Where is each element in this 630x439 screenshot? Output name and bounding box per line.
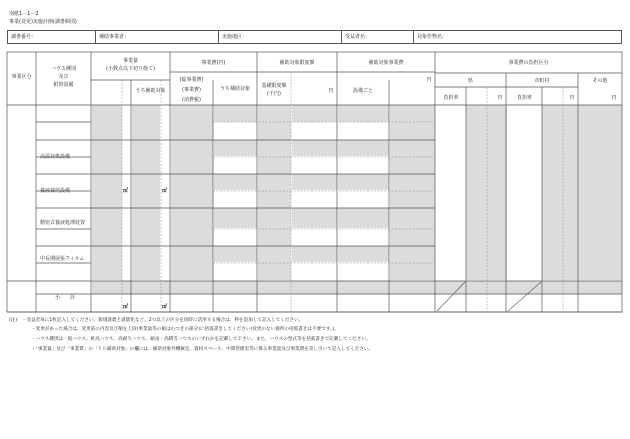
burden-pref-rate: 負担率 xyxy=(443,95,459,101)
subtotal-unit-sub: ㎡ xyxy=(162,304,168,310)
note-3: ・ハウス種別は一般ハウス、軒高ハウス、高耐久ハウス、耐雨・高積雪ハウスのいずれかを記載して下さい。また、ハウスの型式等を括弧書きで記載してください。 xyxy=(31,337,371,342)
col-eligible-unit: 円 xyxy=(426,77,432,83)
row-label-film: 中長期展張フィルム xyxy=(40,256,85,262)
col-eligible: 補助対象事業費 xyxy=(368,60,404,66)
unit-m2-sub: ㎡ xyxy=(162,188,168,194)
survey-no-field[interactable]: 調書番号： xyxy=(11,34,37,40)
col-house-2: 及び xyxy=(58,74,69,80)
col-scale-1: 事業量 xyxy=(122,58,138,64)
burden-other: その他 xyxy=(592,78,608,84)
note-1: (注) ・受益者毎に1枚記入してください。新規就農と就農化など、2つ以上の区分を同時に活用する場合は、枠を追加して記入してください。 xyxy=(9,318,304,323)
burden-city: 市町村 xyxy=(534,78,550,84)
burden-pref: 県 xyxy=(467,78,473,84)
col-cost-sub: うち補助対象 xyxy=(219,86,250,92)
doc-ref: 別紙1－1－2 xyxy=(9,11,39,17)
beneficiary-field[interactable]: 受益者名： xyxy=(341,31,417,43)
subtotal-unit-scale: ㎡ xyxy=(123,304,129,310)
subtotal-label: 小 計 xyxy=(54,295,75,301)
col-limit-base-1: 基礎限度額 xyxy=(261,83,287,89)
area-field[interactable]: 実施地区： xyxy=(218,31,342,43)
implementer-field[interactable]: 補助事業者： xyxy=(95,31,219,43)
col-house-1: ハウス種別 xyxy=(51,66,76,72)
col-scale-2: (小数点以下切り捨て) xyxy=(106,66,155,72)
col-limit: 補助対象限度額 xyxy=(279,60,315,66)
note-4: ・「事業量」及び「事業費」の「うち補助対象」の欄には、補助対象外機械室、資材スペース、中間管理室等に係る事業量及び事業費を差し引いて記入してください。 xyxy=(31,347,374,352)
col-cost-total-2: (事業費) xyxy=(182,87,201,93)
row-label-environment: 養液栽培設備 xyxy=(40,188,71,194)
burden-city-yen: 円 xyxy=(569,95,575,101)
row-label-highspeed: 高温対策設備 xyxy=(40,154,71,160)
crop-field[interactable]: 対象作物名： xyxy=(413,31,622,43)
col-cost-total-1: (総事業費) xyxy=(179,77,204,83)
col-scale-sub: うち補助対象 xyxy=(135,88,166,94)
col-eligible-sub: 設備ごと xyxy=(352,88,373,94)
burden-other-yen: 円 xyxy=(611,95,617,101)
col-limit-base-2: (千円) xyxy=(267,91,281,97)
col-category: 事業区分 xyxy=(11,74,32,80)
col-cost: 事業費(円) xyxy=(201,60,226,66)
col-limit-unit: 円 xyxy=(328,88,334,94)
row-label-drip: 精密式養液処理装置 xyxy=(40,220,86,226)
col-cost-total-3: (消費税) xyxy=(182,97,201,103)
doc-title: 事業(変更)実施計画(調書個別) xyxy=(9,19,77,25)
col-house-3: 附帯設備 xyxy=(53,82,74,88)
col-burden: 事業費の負担区分 xyxy=(508,60,549,66)
burden-pref-yen: 円 xyxy=(497,95,503,101)
unit-m2-scale: ㎡ xyxy=(123,188,129,194)
note-2: ・変更があった場合は、変更前の内容及び額を上段(事業量等の値は右つきの部分)に括弧書きしてください(変更のない箇所の括弧書きは不要です。)。 xyxy=(31,327,339,332)
burden-city-rate: 負担率 xyxy=(516,95,532,101)
